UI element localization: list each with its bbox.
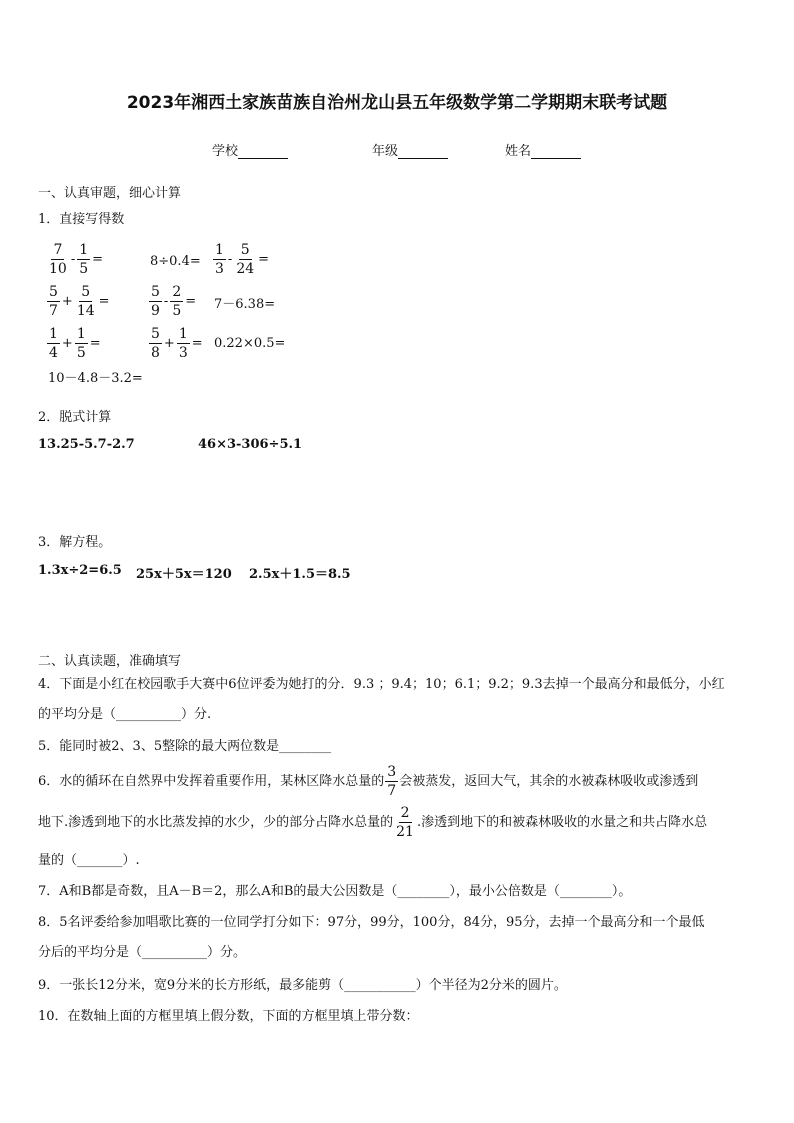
q7: 7．A和B都是奇数，且A－B＝2，那么A和B的最大公因数是（________），最小公倍数是（________）。 — [38, 884, 632, 899]
q6-line1: 6．水的循环在自然界中发挥着重要作用，某林区降水总量的 $\frac{3}{7}$ 会被蒸发，返回大气，其余的水被森林吸收或渗透到 — [38, 764, 699, 799]
q6-line2: 地下.渗透到地下的水比蒸发掉的水少，少的部分占降水总量的 $\frac{2}{21}$ .渗透到地下的和被森林吸收的水量之和共占降水总 — [38, 805, 708, 840]
school-field — [212, 140, 288, 159]
q8-line1: 8．5名评委给参加唱歌比赛的一位同学打分如下：97分，99分，100分，84分，95分，去掉一个最高分和一个最低 — [38, 915, 705, 930]
fraction: $\frac{5}{14}$ — [76, 284, 95, 319]
fraction: $\frac{3}{7}$ — [387, 764, 397, 799]
q8-line2: 分后的平均分是（__________）分。 — [38, 945, 247, 960]
q2-expr-b: 46×3-306÷5.1 — [198, 437, 303, 452]
q1-item-h: $\frac{5}{8}$ + $\frac{1}{3}$ = — [151, 326, 203, 361]
q1-item-g: $\frac{1}{4}$ + $\frac{1}{5}$ = — [49, 326, 101, 361]
fraction: $\frac{1}{5}$ — [79, 242, 89, 277]
name-blank[interactable] — [531, 144, 581, 159]
q6-line3: 量的（_______）. — [38, 853, 140, 868]
q1-item-d: $\frac{5}{7}$ + $\frac{5}{14}$ = — [49, 284, 110, 319]
q1-label: 1．直接写得数 — [38, 212, 125, 227]
fraction: $\frac{1}{4}$ — [49, 326, 58, 361]
q3-eq-b: 25x＋5x＝120 — [136, 567, 232, 582]
fraction: $\frac{1}{3}$ — [215, 242, 224, 277]
section1-heading: 一、认真审题，细心计算 — [38, 186, 182, 201]
school-blank[interactable] — [238, 144, 288, 159]
name-field — [505, 140, 581, 159]
q3-label: 3．解方程。 — [38, 535, 112, 550]
q1-item-e: $\frac{5}{9}$ - $\frac{2}{5}$ = — [151, 284, 197, 319]
q2-expr-a: 13.25-5.7-2.7 — [38, 437, 135, 452]
fraction: $\frac{1}{5}$ — [76, 326, 86, 361]
section2-heading: 二、认真读题，准确填写 — [38, 654, 182, 669]
fraction: $\frac{5}{9}$ — [151, 284, 160, 319]
fraction: $\frac{2}{5}$ — [172, 284, 182, 319]
fraction: $\frac{5}{24}$ — [236, 242, 255, 277]
q4-line2: 的平均分是（__________）分. — [38, 707, 212, 722]
q5: 5．能同时被2、3、5整除的最大两位数是________ — [38, 739, 332, 754]
q10: 10．在数轴上面的方框里填上假分数，下面的方框里填上带分数： — [38, 1009, 419, 1024]
fraction: $\frac{5}{7}$ — [49, 284, 58, 319]
q1-item-b: 8÷0.4= — [150, 254, 201, 269]
grade-field — [372, 140, 448, 159]
q9: 9．一张长12分米，宽9分米的长方形纸，最多能剪（___________）个半径为2分米的圆片。 — [38, 978, 567, 993]
fraction: $\frac{7}{10}$ — [49, 242, 67, 277]
school-label: 学校 — [212, 144, 239, 159]
fraction: $\frac{2}{21}$ — [396, 805, 414, 840]
q1-item-i: 0.22×0.5= — [214, 336, 286, 351]
q3-eq-c: 2.5x＋1.5＝8.5 — [249, 567, 351, 582]
grade-label: 年级 — [372, 144, 399, 159]
q1-item-f: 7－6.38= — [214, 297, 276, 312]
q4-line1: 4．下面是小红在校园歌手大赛中6位评委为她打的分．9.3 ；9.4；10；6.1；9.2；9.3去掉一个最高分和最低分，小红 — [38, 677, 725, 692]
q1-item-c: $\frac{1}{3}$ - $\frac{5}{24}$ = — [215, 242, 270, 277]
name-label: 姓名 — [505, 144, 532, 159]
grade-blank[interactable] — [398, 144, 448, 159]
fraction: $\frac{5}{8}$ — [151, 326, 160, 361]
q1-item-a: $\frac{7}{10}$ - $\frac{1}{5}$ = — [49, 242, 104, 277]
q1-item-j: 10－4.8－3.2= — [48, 371, 143, 386]
page-title: 2023年湘西土家族苗族自治州龙山县五年级数学第二学期期末联考试题 — [126, 93, 668, 113]
q3-eq-a: 1.3x÷2=6.5 — [38, 563, 122, 578]
q2-label: 2．脱式计算 — [38, 410, 112, 425]
fraction: $\frac{1}{3}$ — [178, 326, 188, 361]
